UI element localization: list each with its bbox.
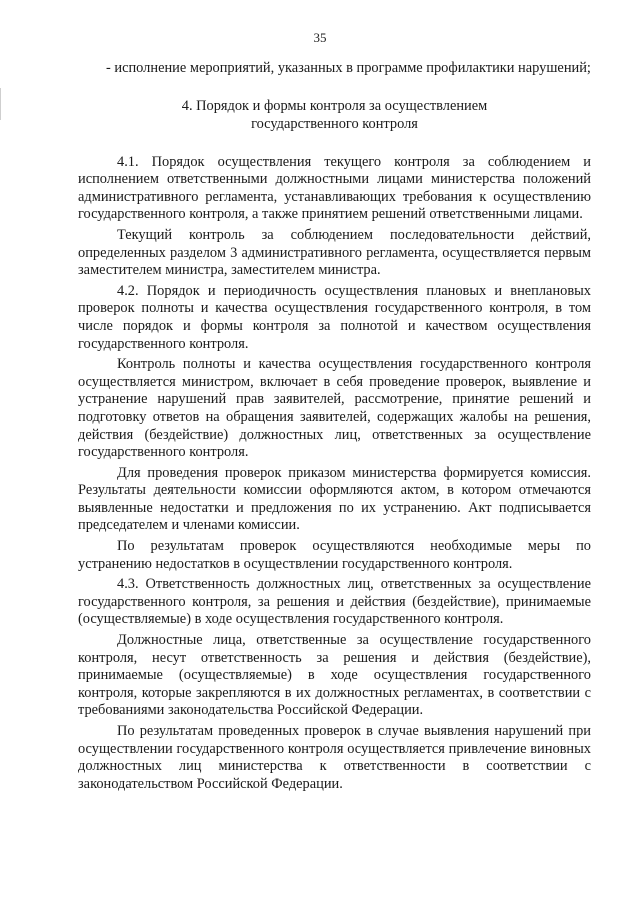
scan-margin-mark — [0, 88, 9, 120]
page-content — [78, 60, 591, 793]
paragraph-inspection-results: По результатам проверок осуществляются необходимые меры по устранению недостатков в осуществлении государственного контроля. — [78, 538, 591, 572]
paragraph-commission: Для проведения проверок приказом министерства формируется комиссия. Результаты деятельности комиссии оформляются актом, в котором отмечаются выявленные недостатки и предложения по их устранению. Акт подписывается председателем и членами комиссии. — [78, 464, 591, 534]
section-heading-line-2: государственного контроля — [251, 115, 418, 132]
paragraph-4-1: 4.1. Порядок осуществления текущего контроля за соблюдением и исполнением ответственными должностными лицами министерства положений административного регламента, устанавливающих требования к осуществлению государственного контроля, а также принятием решений ответственными лицами. — [78, 153, 591, 223]
section-heading — [78, 97, 591, 133]
intro-list-item: - исполнение мероприятий, указанных в программе профилактики нарушений; — [106, 60, 591, 76]
paragraph-official-responsibility: Должностные лица, ответственные за осуществление государственного контроля, несут ответственность за решения и действия (бездействие), принимаемые (осуществляемые) в ходе осуществления государственного контроля, которые закрепляются в их должностных регламентах, в соответствии с требованиями законодательства Российской Федерации. — [78, 632, 591, 719]
paragraph-current-control: Текущий контроль за соблюдением последовательности действий, определенных разделом 3 административного регламента, осуществляется первым заместителем министра, заместителем министра. — [78, 226, 591, 279]
section-heading-line-1: 4. Порядок и формы контроля за осуществлением — [181, 97, 488, 114]
paragraph-4-3: 4.3. Ответственность должностных лиц, ответственных за осуществление государственного контроля, за решения и действия (бездействие), принимаемые (осуществляемые) в ходе осуществления государственного контроля. — [78, 576, 591, 628]
paragraph-4-2: 4.2. Порядок и периодичность осуществления плановых и внеплановых проверок полноты и качества осуществления государственного контроля, в том числе порядок и формы контроля за полнотой и качеством осуществления государственного контроля. — [78, 282, 591, 352]
paragraph-violations-liability: По результатам проведенных проверок в случае выявления нарушений при осуществлении государственного контроля осуществляется привлечение виновных должностных лиц министерства к ответственности в соответствии с законодательством Российской Федерации. — [78, 723, 591, 792]
page-number: 35 — [313, 30, 327, 45]
paragraph-control-quality: Контроль полноты и качества осуществления государственного контроля осуществляется министром, включает в себя проведение проверок, выявление и устранение нарушений прав заявителей, рассмотрение, принятие решений и подготовку ответов на обращения заявителей, содержащих жалобы на решения, действия (бездействие) должностных лиц, ответственных за осуществление государственного контроля. — [78, 356, 591, 461]
